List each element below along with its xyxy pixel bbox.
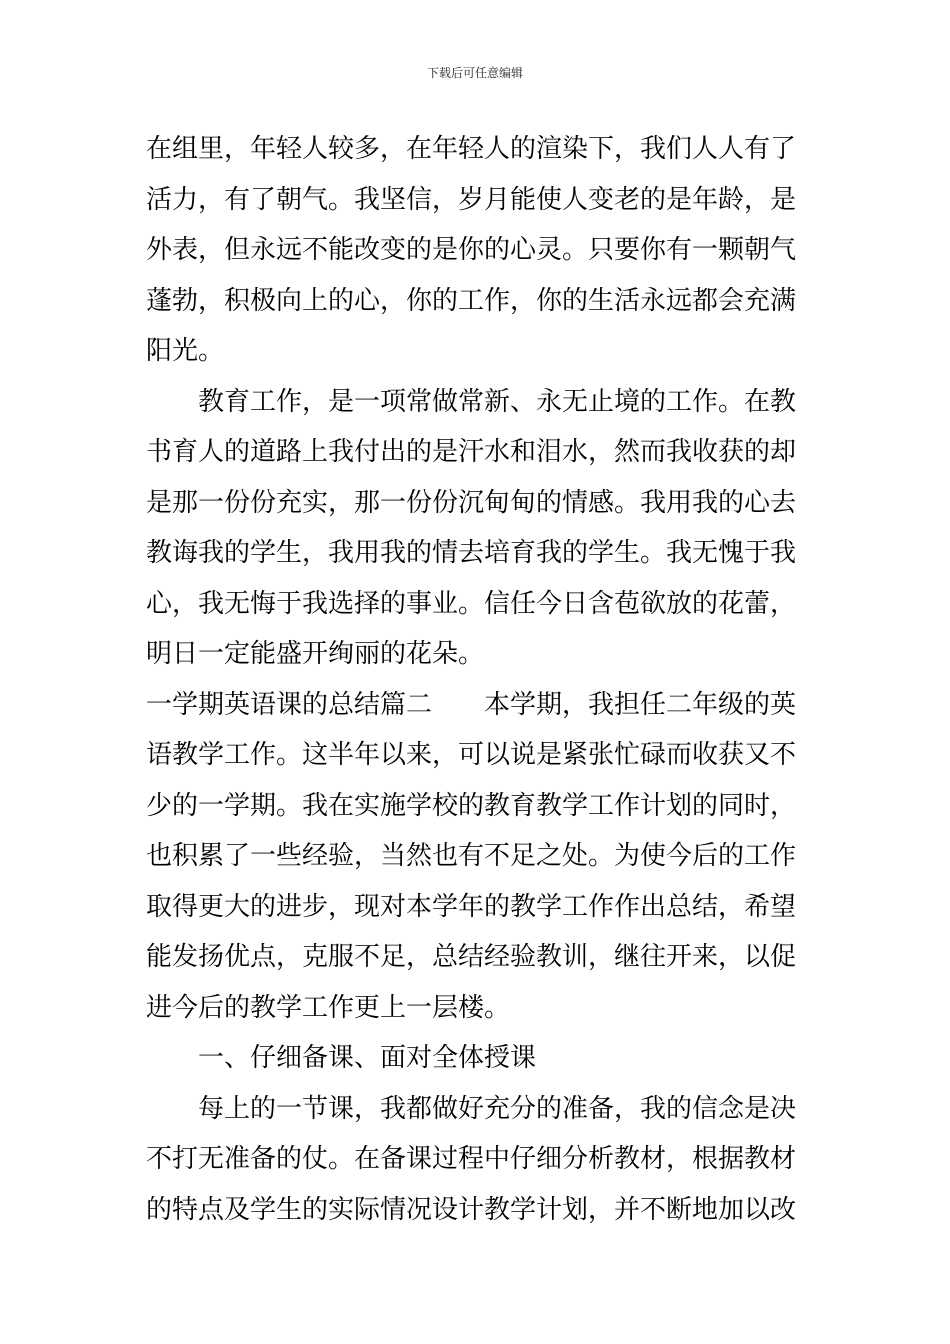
text-line: 阳光。 <box>146 336 225 366</box>
text-line: 的特点及学生的实际情况设计教学计划，并不断地加以改 <box>146 1194 797 1225</box>
text-line: 能发扬优点，克服不足，总结经验教训，继往开来，以促 <box>146 942 797 972</box>
text-line: 在组里，年轻人较多，在年轻人的渲染下，我们人人有了 <box>146 134 797 164</box>
text-line: 语教学工作。这半年以来，可以说是紧张忙碌而收获又不 <box>146 740 797 770</box>
text-line: 一、仔细备课、面对全体授课 <box>198 1043 537 1073</box>
text-line: 外表，但永远不能改变的是你的心灵。只要你有一颗朝气 <box>146 235 797 265</box>
text-line: 教育工作，是一项常做常新、永无止境的工作。在教 <box>198 386 797 417</box>
text-line: 不打无准备的仗。在备课过程中仔细分析教材，根据教材 <box>146 1144 797 1174</box>
text-line: 心，我无悔于我选择的事业。信任今日含苞欲放的花蕾， <box>146 588 797 619</box>
text-line: 书育人的道路上我付出的是汗水和泪水，然而我收获的却 <box>146 437 797 467</box>
text-line: 每上的一节课，我都做好充分的准备，我的信念是决 <box>198 1093 797 1124</box>
text-line: 教诲我的学生，我用我的情去培育我的学生。我无愧于我 <box>146 538 797 568</box>
text-line: 活力，有了朝气。我坚信，岁月能使人变老的是年龄，是 <box>146 184 797 215</box>
page-header: 下载后可任意编辑 <box>426 66 523 80</box>
text-line: 一学期英语课的总结篇二 本学期，我担任二年级的英 <box>146 689 797 720</box>
text-line: 是那一份份充实，那一份份沉甸甸的情感。我用我的心去 <box>146 487 797 518</box>
text-line: 也积累了一些经验，当然也有不足之处。为使今后的工作 <box>146 841 797 871</box>
text-line: 蓬勃，积极向上的心，你的工作，你的生活永远都会充满 <box>146 285 797 316</box>
document-body <box>146 124 806 1235</box>
text-line: 取得更大的进步，现对本学年的教学工作作出总结，希望 <box>146 891 797 922</box>
text-line: 少的一学期。我在实施学校的教育教学工作计划的同时， <box>146 790 797 821</box>
text-line: 明日一定能盛开绚丽的花朵。 <box>146 639 485 669</box>
text-line: 进今后的教学工作更上一层楼。 <box>146 992 511 1023</box>
